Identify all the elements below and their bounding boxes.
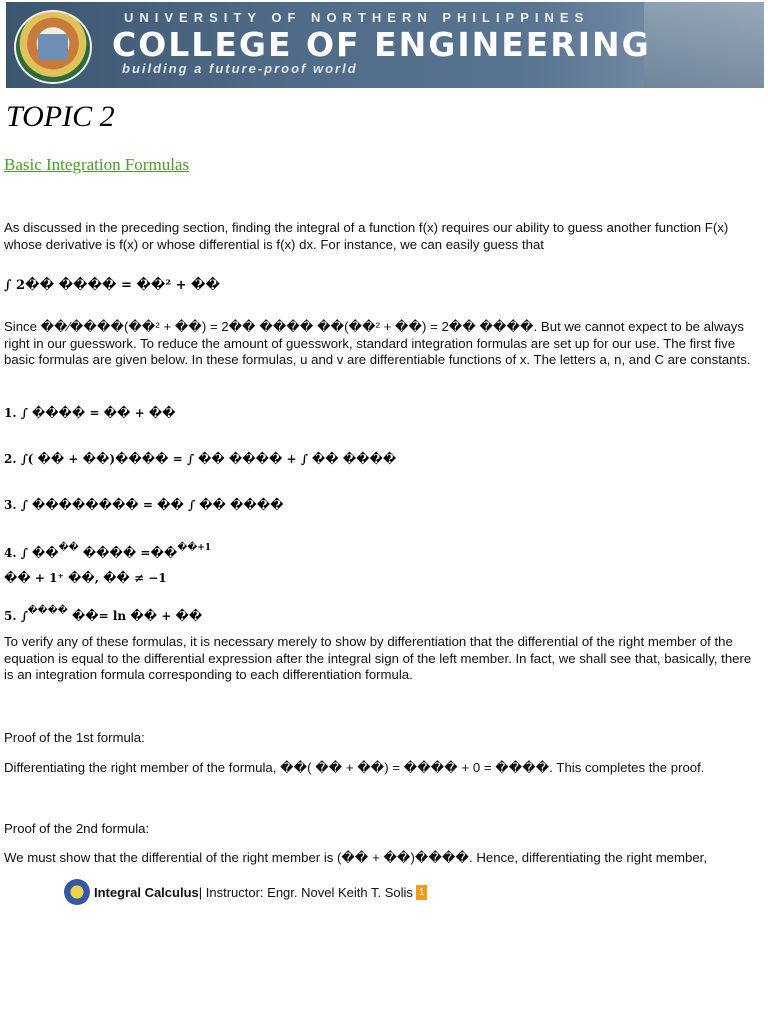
proof-2-body: We must show that the differential of the right member is (�� + ��)����. Hence, differentiating the right member, [4,850,707,865]
university-seal-icon [14,10,92,84]
instructor-name: | Instructor: Engr. Novel Keith T. Solis [198,884,413,900]
formula-4-exponent: �� [58,543,79,553]
motto: building a future-proof world [122,61,358,76]
proof-1-title: Proof of the 1st formula: [4,730,145,745]
since-paragraph: Since ��⁄����(��² + ��) = 2�� ���� ��(��² + ��) = 2�� ����. But we cannot expect to be always right in our guesswork. To reduce the amount of guesswork, standard integration formulas are set up for our use. The first five basic formulas are given below. In these formulas, u and v are differentiable functions of x. The letters a, n, and C are constants. [4,319,751,367]
example-formula: ∫ 2�� ���� = ��² + �� [4,278,220,293]
page-number: 1 [416,885,428,900]
header-banner [6,2,764,88]
intro-paragraph: As discussed in the preceding section, finding the integral of a function f(x) requires our ability to guess another function F(x) whose derivative is f(x) or whose differential is f(x) dx. For instance, we can easily guess that [4,220,729,252]
formula-3: 3. ∫ �������� = �� ∫ �� ���� [4,498,284,512]
formula-2: 2. ∫( �� + ��)���� = ∫ �� ���� + ∫ �� ���� [4,452,397,466]
formula-5-rest: ��= ln �� + �� [71,609,203,623]
page-footer [64,878,427,906]
formula-4-rest: ���� =�� [82,546,178,560]
university-logo-icon [64,879,90,905]
verify-paragraph: To verify any of these formulas, it is necessary merely to show by differentiation that the differential of the right member of the equation is equal to the differential expression after the integral sign of the left member. In fact, we shall see that, basically, there is an integration formula corresponding to each differentiation formula. [4,634,752,682]
formula-4 [4,543,211,560]
college-name: COLLEGE OF ENGINEERING [112,25,651,64]
formula-4-exponent-2: ��+1 [177,543,212,553]
formula-1: 1. ∫ ���� = �� + �� [4,406,176,420]
formula-4-main: 4. ∫ �� [4,546,59,560]
university-name: UNIVERSITY OF NORTHERN PHILIPPINES [124,10,590,25]
formula-5-numerator: ���� [27,606,68,616]
proof-2-title: Proof of the 2nd formula: [4,821,150,836]
section-subtitle: Basic Integration Formulas [4,155,190,174]
course-name: Integral Calculus [94,884,199,900]
formula-5 [4,606,202,623]
building-image [644,2,764,88]
topic-title: TOPIC 2 [6,100,115,133]
formula-5-main: 5. ∫ [4,609,28,623]
proof-1-body: Differentiating the right member of the formula, ��( �� + ��) = ���� + 0 = ����. This completes the proof. [4,760,705,775]
formula-4-condition: �� + 1⁺ ��, �� ≠ −1 [4,571,167,585]
